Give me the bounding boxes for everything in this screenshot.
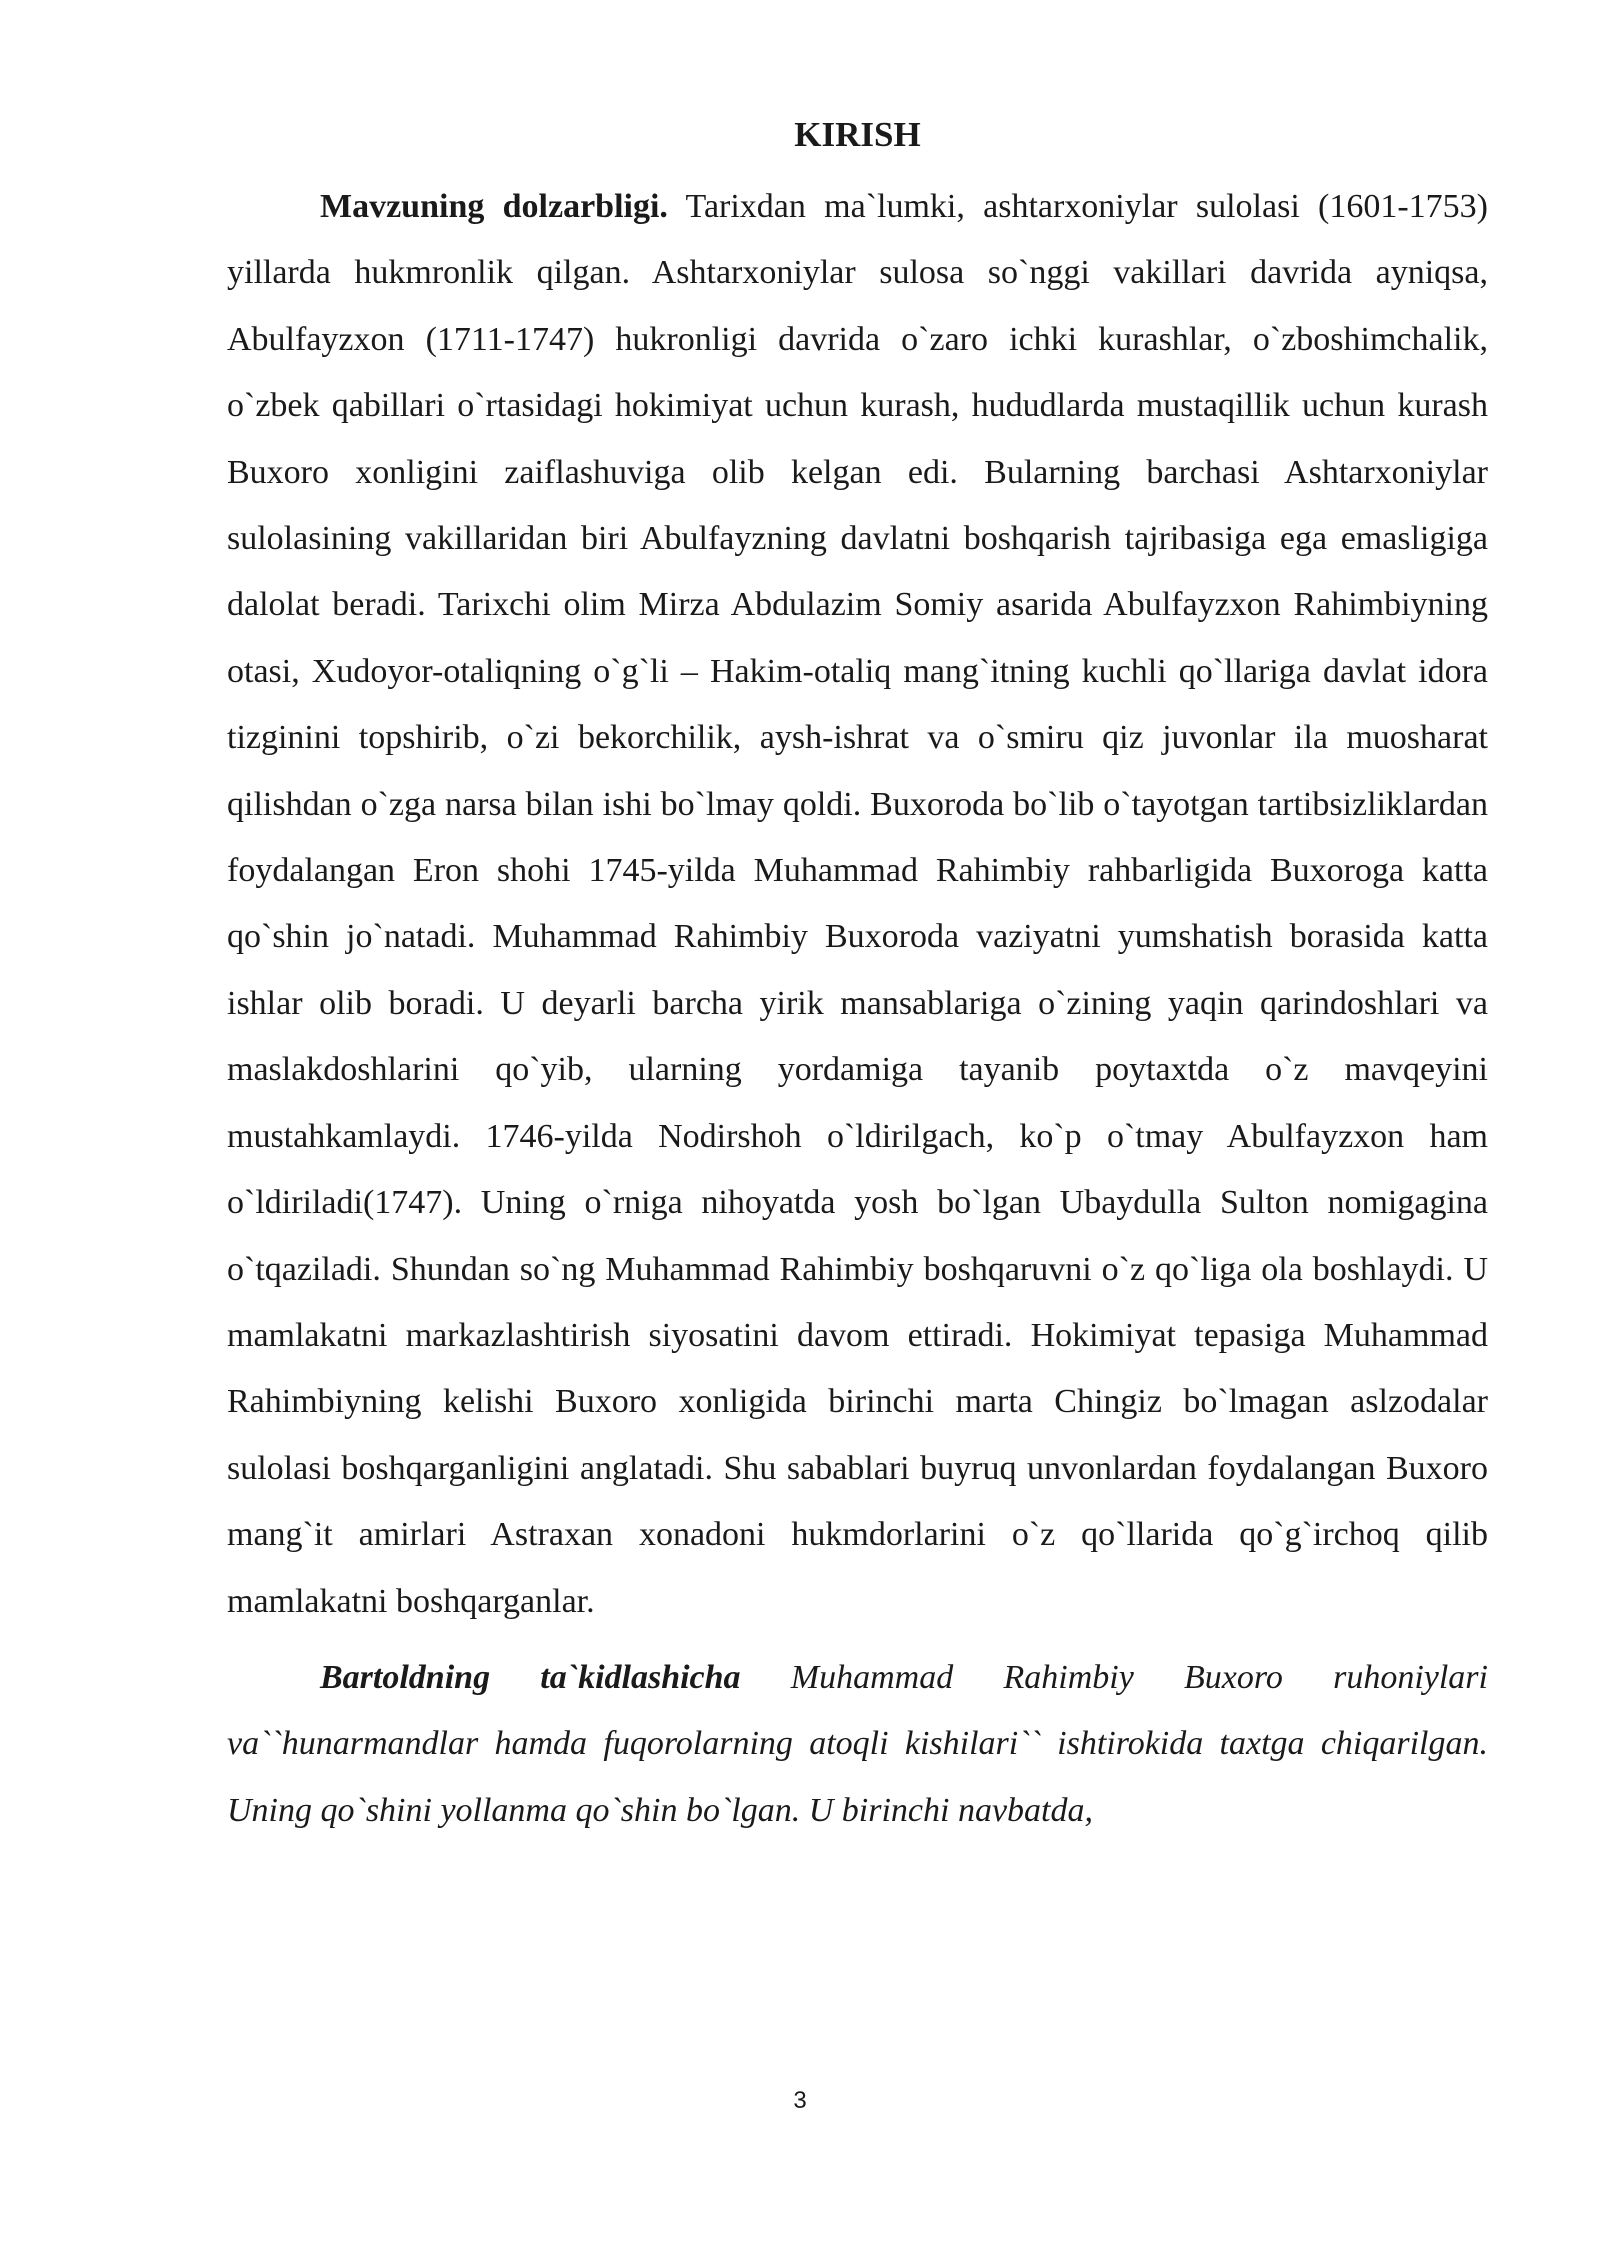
paragraph-text: Tarixdan ma`lumki, ashtarxoniylar sulolasi (1601-1753) yillarda hukmronlik qilgan. Ashtarxoniylar sulosa so`nggi vakillari davrida ayniqsa, Abulfayzxon (1711-1747) hukronligi davrida o`zaro ichki kurashlar, o`zboshimchalik, o`zbek qabillari o`rtasidagi hokimiyat uchun kurash, hududlarda mustaqillik uchun kurash Buxoro xonligini zaiflashuviga olib kelgan edi. Bularning barchasi Ashtarxoniylar sulolasining vakillaridan biri Abulfayzning davlatni boshqarish tajribasiga ega emasligiga dalolat beradi. Tarixchi olim Mirza Abdulazim Somiy asarida Abulfayzxon Rahimbiyning otasi, Xudoyor-otaliqning o`g`li – Hakim-otaliq mang`itning kuchli qo`llariga davlat idora tizginini topshirib, o`zi bekorchilik, aysh-ishrat va o`smiru qiz juvonlar ila muosharat qilishdan o`zga narsa bilan ishi bo`lmay qoldi. Buxoroda bo`lib o`tayotgan tartibsizliklardan foydalangan Eron shohi 1745-yilda Muhammad Rahimbiy rahbarligida Buxoroga katta qo`shin jo`natadi. Muhammad Rahimbiy Buxoroda vaziyatni yumshatish borasida katta ishlar olib boradi. U deyarli barcha yirik mansablariga o`zining yaqin qarindoshlari va maslakdoshlarini qo`yib, ularning yordamiga tayanib poytaxtda o`z mavqeyini mustahkamlaydi. 1746-yilda Nodirshoh o`ldirilgach, ko`p o`tmay Abulfayzxon ham o`ldiriladi(1747). Uning o`rniga nihoyatda yosh bo`lgan Ubaydulla Sulton nomigagina o`tqaziladi. Shundan so`ng Muhammad Rahimbiy boshqaruvni o`z qo`liga ola boshlaydi. U mamlakatni markazlashtirish siyosatini davom ettiradi. Hokimiyat tepasiga Muhammad Rahimbiyning kelishi Buxoro xonligida birinchi marta Chingiz bo`lmagan aslzodalar sulolasi boshqarganligini anglatadi. Shu sabablari buyruq unvonlardan foydalangan Buxoro mang`it amirlari Astraxan xonadoni hukmdorlarini o`z qo`llarida qo`g`irchoq qilib mamlakatni boshqarganlar. [227, 188, 1488, 1620]
paragraph-lead: Bartoldning ta`kidlashicha [320, 1658, 741, 1696]
document-page [227, 110, 1488, 1844]
page-number: 3 [793, 2087, 807, 2114]
paragraph-relevance [227, 174, 1488, 1635]
paragraph-lead: Mavzuning dolzarbligi. [320, 188, 668, 225]
paragraph-text: Muhammad Rahimbiy Buxoro ruhoniylari va``hunarmandlar hamda fuqorolarning atoqli kishilari`` ishtirokida taxtga chiqarilgan. Uning qo`shini yollanma qo`shin bo`lgan. U birinchi navbatda, [227, 1658, 1488, 1829]
section-title: KIRISH [794, 115, 921, 154]
paragraph-bartold [227, 1645, 1488, 1844]
